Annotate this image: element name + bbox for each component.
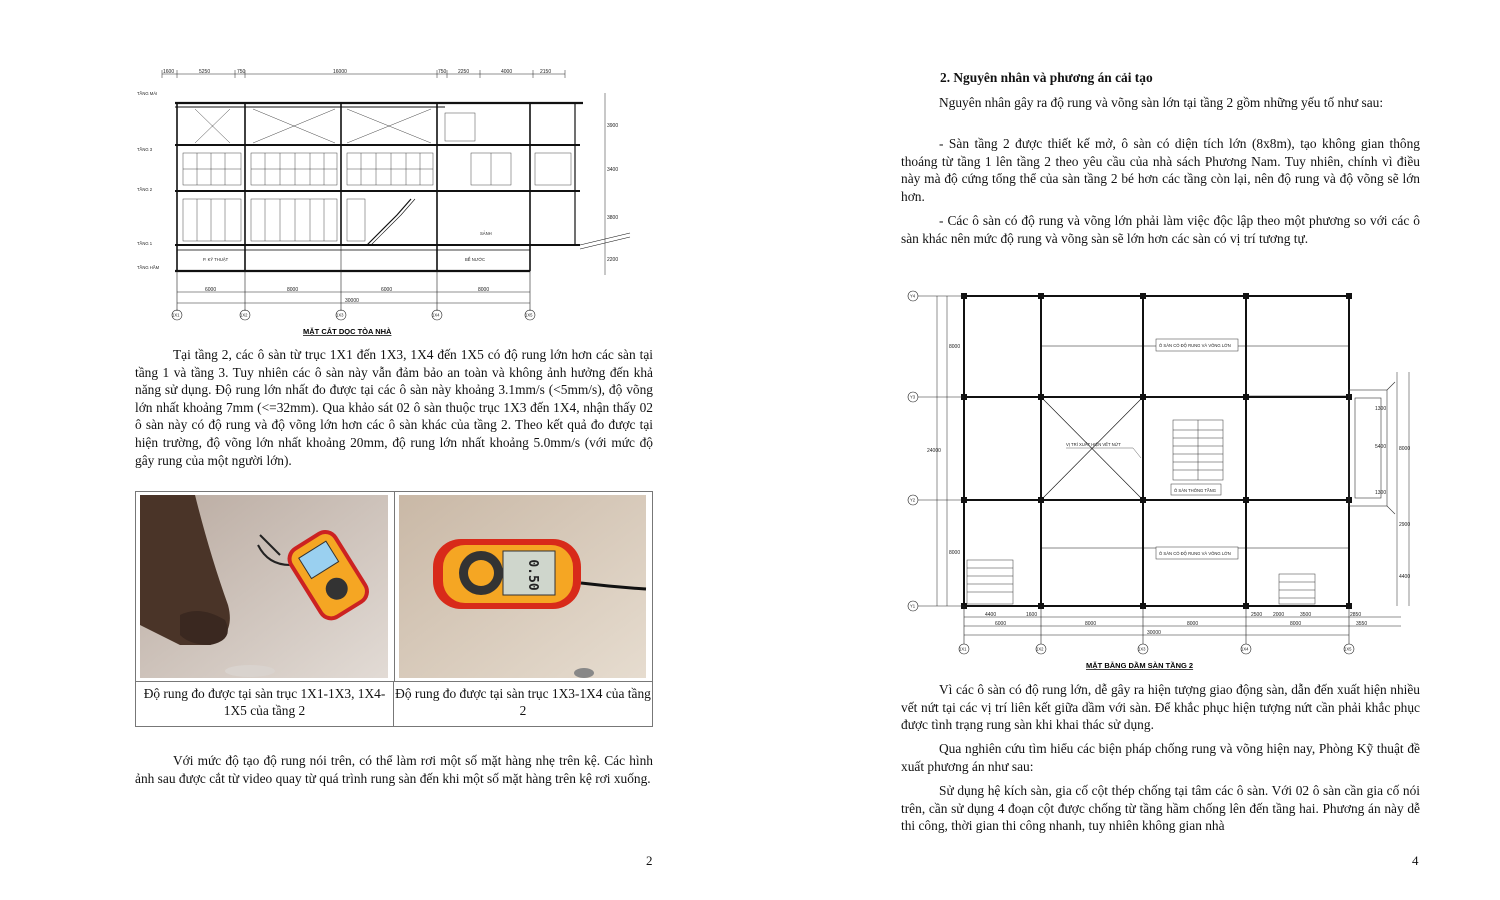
col-axis-1x3: 1X3 <box>1138 646 1146 652</box>
plan-drawing-caption: MẶT BẰNG DẦM SÀN TẦNG 2 <box>1086 661 1194 670</box>
right-plan-dim-4: 8000 <box>1399 446 1411 452</box>
right-plan-dim-3: 1300 <box>1375 490 1387 496</box>
bottom-plan-dim-7: 6000 <box>995 621 1007 627</box>
left-dim-total: 24000 <box>927 448 941 454</box>
row-axis-y1: Y1 <box>910 603 916 609</box>
col-axis-1x1: 1X1 <box>959 646 967 652</box>
paragraph-solution: Sử dụng hệ kích sàn, gia cố cột thép chống tại tâm các ô sàn. Với 02 ô sàn cần gia cố nói trên, cần sử dụng 4 đoạn cột được chống từ tầng hầm chống lên đến tầng hai. Phương án này dễ thi công, thời gian thi công nhanh, tuy nhiên không gian nhà <box>901 783 1420 834</box>
left-dim-1: 8000 <box>949 344 961 350</box>
photo-cell-1 <box>136 492 395 681</box>
paragraph-cause-2: - Các ô sàn có độ rung và võng lớn phải làm việc độc lập theo một phương so với các ô sàn khác nên mức độ rung và võng sàn sẽ lớn hơn các sàn có vị trí tương tự. <box>901 213 1420 246</box>
photo-caption-1: Độ rung đo được tại sàn trục 1X1-1X3, 1X4-1X5 của tầng 2 <box>136 681 394 727</box>
label-water-tank: BỂ NƯỚC <box>465 257 485 262</box>
label-vibration-panel-bottom: Ô SÀN CÓ ĐỘ RUNG VÀ VÕNG LỚN <box>1159 551 1231 556</box>
axis-1x5: 1X5 <box>525 312 533 318</box>
paragraph-proposal: Qua nghiên cứu tìm hiểu các biện pháp chống rung và võng hiện nay, Phòng Kỹ thuật đề xuất phương án như sau: <box>901 741 1420 774</box>
right-balcony <box>1349 382 1395 514</box>
right-dim-2: 3400 <box>607 167 619 173</box>
top-dim-6: 2250 <box>458 69 470 75</box>
document-page-right <box>765 0 1500 900</box>
top-dim-8: 2150 <box>540 69 552 75</box>
bottom-dim-3: 6000 <box>381 287 393 293</box>
stair-center <box>1173 420 1223 480</box>
window-grid <box>183 113 571 241</box>
col-axis-1x4: 1X4 <box>1241 646 1249 652</box>
section-heading-causes: 2. Nguyên nhân và phương án cải tạo <box>940 70 1153 85</box>
left-dim-2: 8000 <box>949 550 961 556</box>
bottom-plan-dim-2: 1600 <box>1026 612 1038 618</box>
building-section-drawing <box>135 65 650 340</box>
bottom-dim-2: 8000 <box>287 287 299 293</box>
top-dim-2: 5250 <box>199 69 211 75</box>
level-label-1: TẦNG 1 <box>137 241 153 246</box>
page-number-right: 4 <box>1412 853 1419 868</box>
bottom-plan-dim-6: 2850 <box>1350 612 1362 618</box>
row-axis-y4: Y4 <box>910 293 916 299</box>
right-dim-4: 2200 <box>607 257 619 263</box>
level-labels <box>137 91 160 270</box>
bottom-plan-dim-5: 3500 <box>1300 612 1312 618</box>
paragraph-cracks: Vì các ô sàn có độ rung lớn, dễ gây ra hiện tượng giao động sàn, dẫn đến xuất hiện nhiều vết nứt tại các vị trí liên kết giữa dầm với sàn. Để khắc phục hiện tượng nứt cần phải khắc phục được tình trạng rung sàn khi khai thác sử dụng. <box>901 682 1420 733</box>
building-outline <box>175 103 630 271</box>
label-technical-room: P. KỸ THUẬT <box>203 257 229 262</box>
photo-table <box>135 491 653 727</box>
right-plan-dim-2: 5400 <box>1375 444 1387 450</box>
col-axis-1x2: 1X2 <box>1036 646 1044 652</box>
photo-vibration-meter-hand <box>140 495 398 684</box>
bottom-plan-total: 30000 <box>1147 630 1161 636</box>
paragraph-vibration-measurement: Tại tầng 2, các ô sàn từ trục 1X1 đến 1X3, 1X4 đến 1X5 có độ rung lớn hơn các sàn tại tầng 1 và tầng 3. Tuy nhiên các ô sàn này vẫn đảm bảo an toàn và không ảnh hưởng đến khả năng sử dụng. Độ rung lớn nhất đo được tại các ô sàn này khoảng 3.1mm/s (<5mm/s), độ võng lớn nhất khoảng 7mm (<=32mm). Qua khảo sát 02 ô sàn thuộc trục 1X3 đến 1X4, nhận thấy 02 ô sàn này có độ rung và độ võng lớn hơn các ô sàn khác của tầng 2. Theo kết quả đo được tại hiện trường, độ võng lớn nhất khoảng 20mm, độ rung lớn nhất khoảng 5.0mm/s (với mức độ gây rung của một người lớn). <box>135 347 653 468</box>
paragraph-intro: Nguyên nhân gây ra độ rung và võng sàn lớn tại tầng 2 gồm những yếu tố như sau: <box>939 95 1384 110</box>
top-dim-5: 750 <box>438 69 447 75</box>
bottom-plan-dim-4: 2000 <box>1273 612 1285 618</box>
top-dimensions <box>162 69 565 78</box>
top-dim-3: 750 <box>237 69 246 75</box>
top-dim-1: 1600 <box>163 69 175 75</box>
axis-1x1: 1X1 <box>172 312 180 318</box>
label-void-panel: Ô SÀN THÔNG TẦNG <box>1174 488 1216 493</box>
photo-vibration-meter-display <box>399 495 657 684</box>
level-label-3: TẦNG 3 <box>137 147 153 152</box>
right-dimensions <box>605 93 618 275</box>
row-axis-y3: Y3 <box>910 394 916 400</box>
bottom-total-dim: 30000 <box>345 298 359 304</box>
axis-1x2: 1X2 <box>240 312 248 318</box>
bottom-dim-1: 6000 <box>205 287 217 293</box>
bottom-plan-dim-8: 8000 <box>1085 621 1097 627</box>
label-lobby: SẢNH <box>480 231 492 236</box>
col-axis-1x5: 1X5 <box>1344 646 1352 652</box>
photo-cell-2 <box>394 492 652 681</box>
bottom-dimensions <box>177 287 530 304</box>
bottom-plan-dim-1: 4400 <box>985 612 997 618</box>
label-crack-location: VỊ TRÍ XUẤT HIỆN VẾT NỨT <box>1066 442 1121 447</box>
level-label-roof: TẦNG MÁI <box>137 91 158 96</box>
paragraph-items-falling: Với mức độ tạo độ rung nói trên, có thể làm rơi một số mặt hàng nhẹ trên kệ. Các hình ảnh sau được cắt từ video quay từ quá trình rung sàn đến khi một số mặt hàng trên kệ rơi xuống. <box>135 753 653 786</box>
top-dim-7: 4000 <box>501 69 513 75</box>
bottom-plan-dim-10: 8000 <box>1290 621 1302 627</box>
axis-1x3: 1X3 <box>336 312 344 318</box>
stair-bottom <box>967 560 1315 604</box>
right-dim-1: 3900 <box>607 123 619 129</box>
top-dim-4: 16000 <box>333 69 347 75</box>
bottom-dim-4: 8000 <box>478 287 490 293</box>
right-dim-3: 3800 <box>607 215 619 221</box>
section-drawing-caption: MẶT CẮT DỌC TÒA NHÀ <box>303 327 392 336</box>
page-number-left: 2 <box>646 853 653 868</box>
bottom-plan-dim-9: 8000 <box>1187 621 1199 627</box>
level-label-basement: TẦNG HẦM <box>137 265 160 270</box>
label-vibration-panel-top: Ô SÀN CÓ ĐỘ RUNG VÀ VÕNG LỚN <box>1159 343 1231 348</box>
bottom-plan-dim-11: 3550 <box>1356 621 1368 627</box>
level-label-2: TẦNG 2 <box>137 187 153 192</box>
floor-plan-drawing <box>901 282 1421 674</box>
meter-reading: 0.50 <box>525 559 540 591</box>
row-axis-y2: Y2 <box>910 497 916 503</box>
right-plan-dim-6: 4400 <box>1399 574 1411 580</box>
right-plan-dim-5: 2900 <box>1399 522 1411 528</box>
photo-caption-2: Độ rung đo được tại sàn trục 1X3-1X4 của tầng 2 <box>394 681 652 727</box>
right-plan-dim-1: 1300 <box>1375 406 1387 412</box>
paragraph-cause-1: - Sàn tầng 2 được thiết kế mở, ô sàn có diện tích lớn (8x8m), tạo không gian thông thoáng từ tầng 1 lên tầng 2 theo yêu cầu của nhà sách Phương Nam. Tuy nhiên, chính vì điều này mà độ cứng tổng thể của sàn tầng 2 bé hơn các tầng còn lại, nên độ rung và độ võng sẽ lớn hơn. <box>901 136 1420 204</box>
bottom-plan-dim-3: 2500 <box>1251 612 1263 618</box>
axis-1x4: 1X4 <box>432 312 440 318</box>
